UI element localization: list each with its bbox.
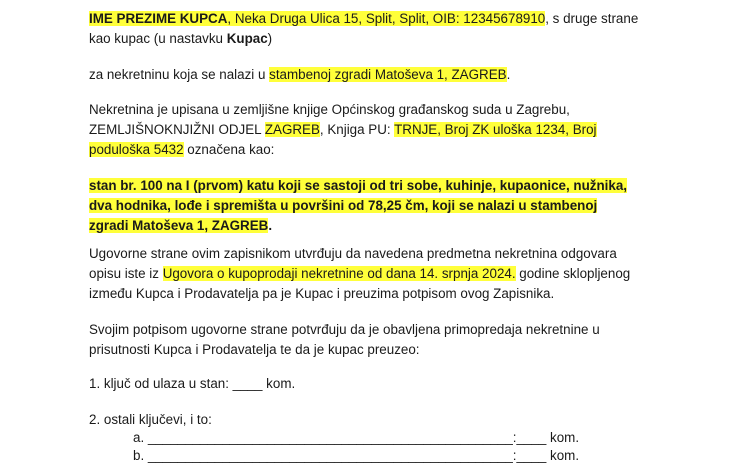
- property-description: [89, 176, 649, 236]
- agreement-line-1: Ugovorne strane ovim zapisnikom utvrđuju da navedena predmetna nekretnina odgovara: [89, 246, 617, 261]
- registry-parcel-2: poduloška 5432: [89, 142, 184, 157]
- sub-item-b: [133, 446, 579, 466]
- property-suffix: .: [268, 218, 273, 233]
- buyer-info-highlight: [89, 11, 545, 26]
- registry-line-1: Nekretnina je upisana u zemljišne knjige Općinskog građanskog suda u Zagrebu,: [89, 102, 570, 117]
- buyer-role-text: kao kupac (u nastavku: [89, 31, 227, 46]
- property-line-3: [89, 216, 649, 236]
- property-text-3: zgradi Matoševa 1, ZAGREB: [89, 218, 269, 233]
- buyer-alias: Kupac: [226, 31, 268, 46]
- registry-parcel-1: TRNJE, Broj ZK uloška 1234, Broj: [394, 122, 597, 137]
- item-keys-entrance: [89, 374, 649, 394]
- item-1-text: 1. ključ od ulaza u stan: ____ kom.: [89, 376, 296, 391]
- buyer-role-close: ): [267, 31, 273, 46]
- registry-line-3: [89, 140, 649, 160]
- agreement-suffix: godine sklopljenog: [515, 266, 631, 281]
- buyer-line-2: [89, 29, 649, 49]
- agreement-prefix: opisu iste iz: [89, 266, 163, 281]
- registry-city: ZAGREB: [264, 122, 320, 137]
- property-line-2: [89, 196, 649, 216]
- buyer-paragraph: [89, 9, 649, 49]
- registry-book-label: , Knjiga PU:: [319, 122, 395, 137]
- registry-dept: ZEMLJIŠNOKNJIŽNI ODJEL: [89, 122, 265, 137]
- location-line: [89, 65, 649, 85]
- handover-line-2: prisutnosti Kupca i Prodavatelja te da je kupac preuzeo:: [89, 342, 420, 357]
- buyer-name: IME PREZIME KUPCA: [89, 11, 228, 26]
- property-line-1: [89, 176, 649, 196]
- sub-item-b-text: b. _________________________________________________:____ kom.: [133, 448, 580, 463]
- agreement-line-2: [89, 264, 649, 284]
- handover-line-1: Svojim potpisom ugovorne strane potvrđuju da je obavljena primopredaja nekretnine u: [89, 322, 600, 337]
- buyer-details: , Neka Druga Ulica 15, Split, Split, OIB: 12345678910: [227, 11, 546, 26]
- agreement-line-3: između Kupca i Prodavatelja pa je Kupac i preuzima potpisom ovog Zapisnika.: [89, 286, 555, 301]
- registry-paragraph: [89, 100, 649, 160]
- contract-reference: Ugovora o kupoprodaji nekretnine od dana 14. srpnja 2024.: [162, 266, 516, 281]
- buyer-line-1: [89, 9, 649, 29]
- item-2-text: 2. ostali ključevi, i to:: [89, 412, 212, 427]
- location-paragraph: [89, 65, 649, 85]
- buyer-suffix: , s druge strane: [545, 11, 639, 26]
- agreement-paragraph: [89, 244, 649, 304]
- location-prefix: za nekretninu koja se nalazi u: [89, 67, 270, 82]
- sub-item-a: [133, 428, 579, 448]
- property-text-1: stan br. 100 na I (prvom) katu koji se sastoji od tri sobe, kuhinje, kupaonice, nužnika,: [89, 178, 627, 193]
- registry-suffix: označena kao:: [183, 142, 275, 157]
- item-other-keys: [89, 410, 649, 430]
- sub-item-a-text: a. _________________________________________________:____ kom.: [133, 430, 580, 445]
- handover-paragraph: [89, 320, 649, 360]
- location-suffix: .: [506, 67, 511, 82]
- registry-line-2: [89, 120, 649, 140]
- location-address: stambenoj zgradi Matoševa 1, ZAGREB: [269, 67, 507, 82]
- property-text-2: dva hodnika, lođe i spremišta u površini od 78,25 čm, koji se nalazi u stambenoj: [89, 198, 598, 213]
